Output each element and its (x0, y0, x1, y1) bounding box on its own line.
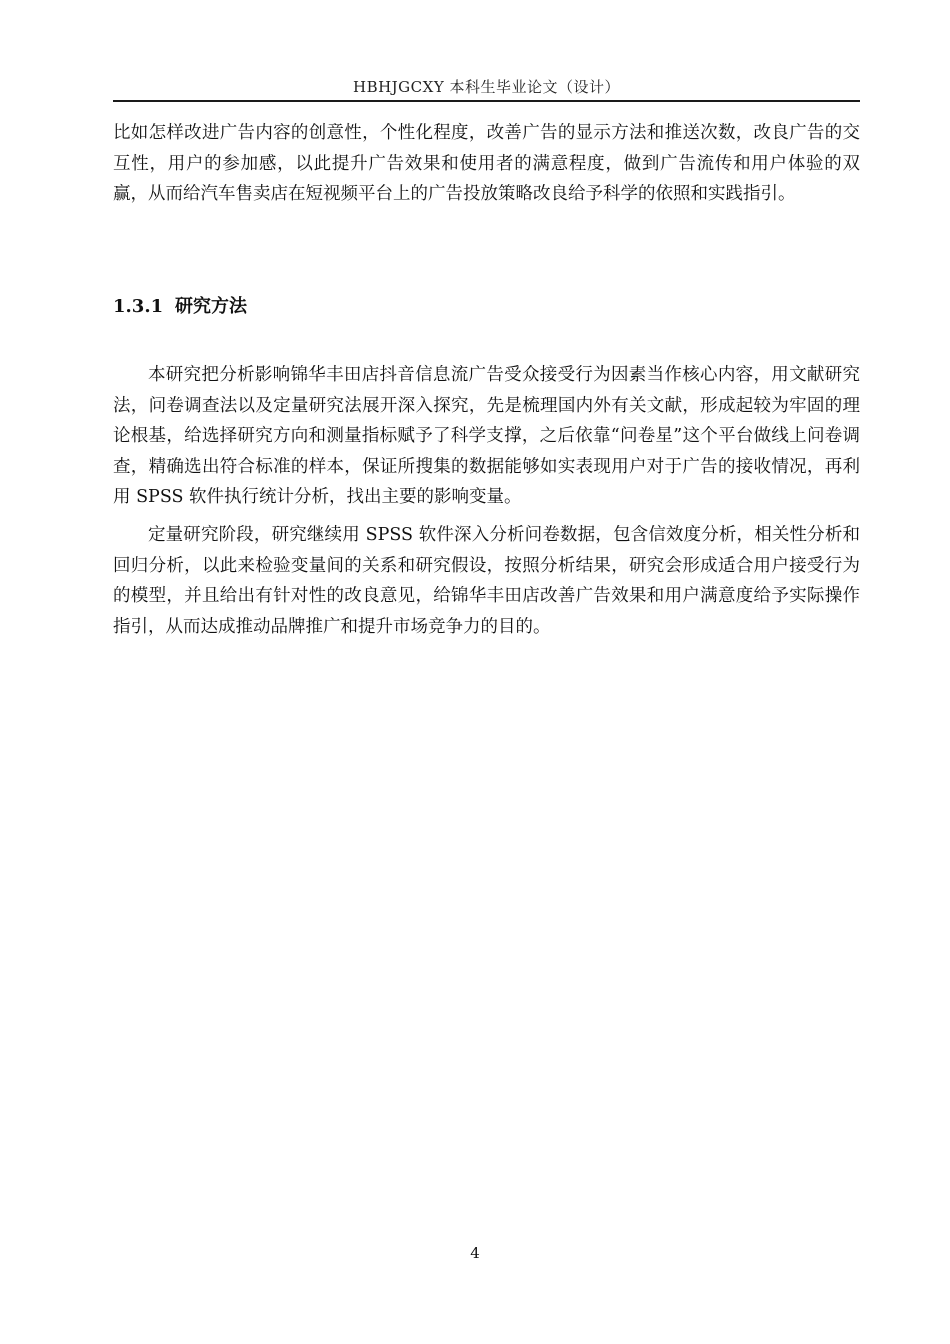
body-paragraph-2: 本研究把分析影响锦华丰田店抖音信息流广告受众接受行为因素当作核心内容，用文献研究法，问卷调查法以及定量研究法展开深入探究，先是梳理国内外有关文献，形成起较为牢固的理论根基，给选择研究方向和测量指标赋予了科学支撑，之后依靠“问卷星”这个平台做线上问卷调查，精确选出符合标准的样本，保证所搜集的数据能够如实表现用户对于广告的接收情况，再利用 SPSS 软件执行统计分析，找出主要的影响变量。 (113, 365, 860, 507)
section-number: 1.3.1 (113, 296, 164, 317)
page-number: 4 (470, 1244, 480, 1262)
header-rule (113, 100, 860, 102)
body-paragraph-1: 比如怎样改进广告内容的创意性，个性化程度，改善广告的显示方法和推送次数，改良广告的交互性，用户的参加感，以此提升广告效果和使用者的满意程度，做到广告流传和用户体验的双赢，从而给汽车售卖店在短视频平台上的广告投放策略改良给予科学的依照和实践指引。 (113, 123, 860, 204)
page-header-title: HBHJGCXY 本科生毕业论文（设计） (352, 78, 620, 96)
section-heading (113, 292, 247, 322)
section-title: 研究方法 (175, 296, 247, 317)
body-paragraph-3: 定量研究阶段，研究继续用 SPSS 软件深入分析问卷数据，包含信效度分析，相关性分析和回归分析，以此来检验变量间的关系和研究假设，按照分析结果，研究会形成适合用户接受行为的模型，并且给出有针对性的改良意见，给锦华丰田店改善广告效果和用户满意度给予实际操作指引，从而达成推动品牌推广和提升市场竞争力的目的。 (113, 525, 860, 637)
